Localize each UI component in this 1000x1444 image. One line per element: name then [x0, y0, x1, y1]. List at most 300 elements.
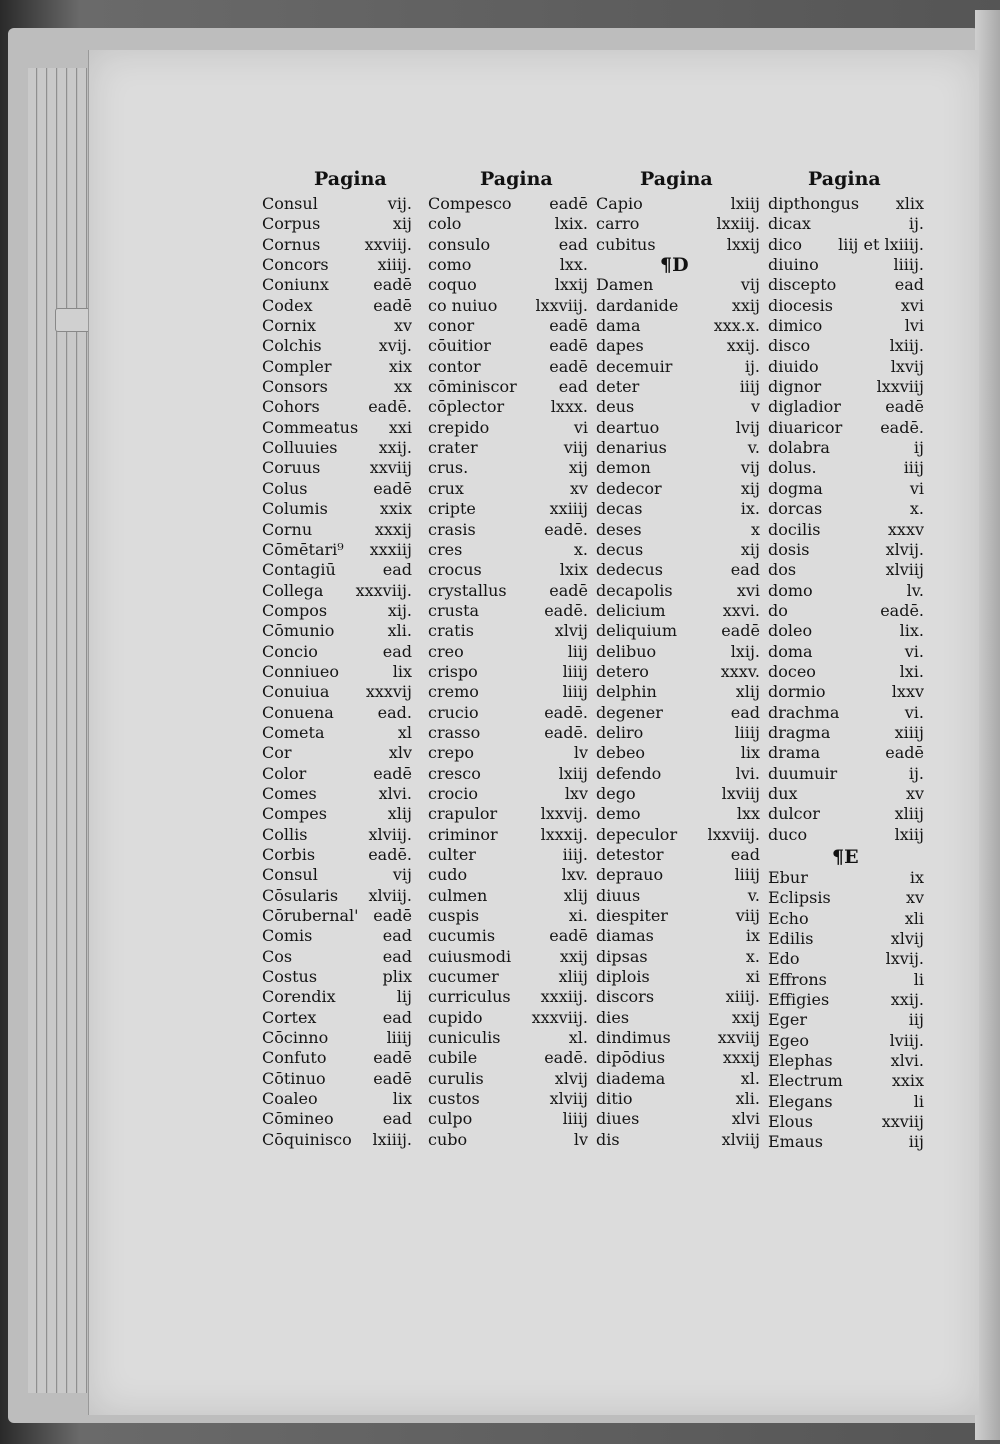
entry-word: deus — [596, 397, 635, 417]
index-entry — [768, 1112, 924, 1132]
entry-word: crocus — [428, 560, 482, 580]
index-entry — [262, 1048, 412, 1068]
entry-word: crasis — [428, 519, 476, 539]
entry-page: viij — [563, 438, 588, 458]
index-entry — [428, 458, 588, 478]
entry-page: xxxiij — [369, 539, 412, 559]
entry-page: ead — [558, 377, 588, 397]
entry-page: ead — [382, 1109, 412, 1129]
index-entry — [262, 926, 412, 946]
entry-page: lxiiij. — [372, 1129, 412, 1149]
entry-word: dico — [768, 234, 802, 254]
entry-page: eadē — [373, 1068, 412, 1088]
entry-word: como — [428, 255, 472, 275]
entry-page: xij. — [387, 600, 412, 620]
entry-page: ij — [913, 438, 924, 458]
entry-page: xlvij — [554, 1068, 588, 1088]
index-entry — [262, 235, 412, 255]
entry-page: eadē — [373, 906, 412, 926]
index-entry — [768, 764, 924, 784]
entry-page: vi — [573, 417, 588, 437]
index-entry — [596, 540, 760, 560]
entry-page: x. — [745, 946, 760, 966]
index-entry — [768, 194, 924, 214]
index-entry — [428, 987, 588, 1007]
entry-word: Cōrubernal' — [262, 906, 359, 926]
entry-word: delphin — [596, 682, 657, 702]
entry-word: doleo — [768, 621, 813, 641]
index-entry — [262, 967, 412, 987]
entry-page: xlvij. — [885, 539, 924, 559]
entry-page: xv — [569, 478, 588, 498]
entry-word: decapolis — [596, 580, 673, 600]
entry-word: Collega — [262, 580, 324, 600]
entry-page: xx — [393, 377, 412, 397]
index-entry — [428, 967, 588, 987]
index-entry — [262, 560, 412, 580]
index-entry — [596, 316, 760, 336]
entry-page: xlvi — [731, 1109, 760, 1129]
entry-page: ead — [382, 1007, 412, 1027]
index-entry — [428, 703, 588, 723]
entry-page: vij — [740, 458, 760, 478]
entry-page: liiij. — [893, 255, 924, 275]
entry-word: cucumer — [428, 967, 499, 987]
entry-page: eadē. — [544, 702, 588, 722]
entry-word: diues — [596, 1109, 640, 1129]
index-entry — [428, 255, 588, 275]
index-entry — [262, 764, 412, 784]
entry-word: duumuir — [768, 763, 838, 783]
index-entry — [768, 682, 924, 702]
index-entry — [768, 1010, 924, 1030]
index-entry — [596, 1089, 760, 1109]
entry-word: dego — [596, 783, 636, 803]
entry-page: liiij — [734, 865, 760, 885]
index-entry — [768, 1071, 924, 1091]
entry-word: detero — [596, 661, 649, 681]
index-entry — [596, 214, 760, 234]
entry-page: lvij — [735, 417, 760, 437]
entry-word: Electrum — [768, 1071, 843, 1091]
entry-page: ead — [382, 926, 412, 946]
index-entry — [428, 865, 588, 885]
entry-page: lxxviij. — [535, 295, 588, 315]
index-entry — [262, 418, 412, 438]
entry-page: xiiij. — [377, 255, 412, 275]
index-entry — [768, 1132, 924, 1152]
entry-word: co nuiuo — [428, 295, 498, 315]
page-edge — [38, 68, 47, 1393]
index-entry — [262, 682, 412, 702]
entry-word: Ebur — [768, 868, 808, 887]
entry-page: ij. — [908, 763, 924, 783]
index-entry — [596, 1008, 760, 1028]
entry-page: lxij. — [730, 641, 760, 661]
entry-page: lxvij — [890, 356, 924, 376]
entry-word: cubo — [428, 1129, 468, 1149]
entry-page: xli. — [735, 1089, 760, 1109]
entry-page: xi. — [568, 906, 588, 926]
entry-page: xlij — [735, 682, 760, 702]
entry-word: Colchis — [262, 336, 322, 356]
entry-page: xlviij. — [368, 824, 412, 844]
entry-word: Damen — [596, 275, 654, 295]
entry-page: xlvij — [890, 929, 924, 949]
index-entry — [262, 581, 412, 601]
entry-list — [262, 194, 412, 1150]
index-entry — [262, 255, 412, 275]
entry-word: Cohors — [262, 397, 320, 417]
index-entry — [596, 723, 760, 743]
entry-word: Concors — [262, 255, 329, 275]
entry-word: Elegans — [768, 1091, 833, 1111]
index-entry — [596, 581, 760, 601]
entry-page: xxxviij. — [531, 1007, 588, 1027]
entry-word: diamas — [596, 926, 654, 946]
entry-word: Coruus — [262, 458, 321, 478]
entry-page: xlviij — [885, 560, 924, 580]
entry-page: lix — [392, 661, 412, 681]
entry-word: decus — [596, 539, 644, 559]
index-entry — [428, 235, 588, 255]
index-entry — [428, 540, 588, 560]
entry-page: eadē — [721, 621, 760, 641]
index-entry — [768, 662, 924, 682]
index-entry — [768, 784, 924, 804]
entry-word: consulo — [428, 234, 491, 254]
entry-page: lij — [396, 987, 412, 1007]
entry-word: depeculor — [596, 824, 678, 844]
entry-page: eadē — [549, 336, 588, 356]
entry-word: delicium — [596, 600, 666, 620]
entry-page: liij et lxiiij. — [838, 234, 924, 254]
index-entry — [428, 886, 588, 906]
entry-page: eadē — [373, 763, 412, 783]
entry-word: denarius — [596, 438, 667, 458]
entry-word: dapes — [596, 336, 644, 356]
entry-page: ij. — [744, 356, 760, 376]
entry-word: cuspis — [428, 906, 480, 926]
entry-page: xlviij — [549, 1089, 588, 1109]
entry-word: dicax — [768, 214, 811, 234]
entry-page: xiiij — [894, 722, 924, 742]
entry-word: contor — [428, 356, 481, 376]
entry-word: crispo — [428, 661, 478, 681]
entry-page: xxix — [891, 1071, 924, 1091]
entry-page: eadē — [549, 356, 588, 376]
entry-word: culter — [428, 845, 476, 864]
index-entry — [596, 1028, 760, 1048]
entry-word: Cornus — [262, 234, 321, 254]
entry-page: lxxiij. — [716, 214, 760, 234]
index-entry — [262, 804, 412, 824]
index-entry — [428, 357, 588, 377]
entry-word: degener — [596, 702, 663, 722]
index-entry — [596, 438, 760, 458]
entry-page: vij — [740, 275, 760, 295]
index-entry — [262, 296, 412, 316]
entry-word: crepido — [428, 417, 490, 437]
entry-page: eadē — [373, 295, 412, 315]
entry-page: xlij — [387, 804, 412, 824]
index-entry — [768, 743, 924, 763]
entry-list — [768, 194, 924, 845]
index-entry — [768, 1092, 924, 1112]
index-entry — [768, 499, 924, 519]
entry-page: xxviij. — [364, 234, 412, 254]
entry-page: lxix. — [554, 214, 588, 234]
index-entry — [428, 601, 588, 621]
entry-word: culpo — [428, 1109, 473, 1129]
index-entry — [768, 397, 924, 417]
index-entry — [428, 336, 588, 356]
entry-page: xxij. — [378, 438, 412, 458]
entry-page: lxviij — [721, 783, 760, 803]
entry-page: xl — [397, 722, 412, 742]
index-entry — [596, 418, 760, 438]
entry-word: deliro — [596, 722, 644, 742]
page-tab-marker — [55, 308, 91, 332]
entry-page: ead — [558, 234, 588, 254]
index-entry — [428, 397, 588, 417]
index-entry — [428, 784, 588, 804]
entry-page: ead — [382, 641, 412, 661]
index-entry — [596, 296, 760, 316]
entry-page: iiij — [739, 377, 760, 397]
entry-word: custos — [428, 1089, 480, 1109]
index-entry — [596, 1048, 760, 1068]
index-entry — [262, 703, 412, 723]
entry-word: Compler — [262, 356, 332, 376]
index-entry — [428, 296, 588, 316]
entry-page: xliij — [894, 804, 924, 824]
entry-word: Cōmunio — [262, 621, 335, 641]
index-entry — [262, 275, 412, 295]
entry-word: Columis — [262, 499, 328, 519]
entry-page: xlix — [895, 194, 924, 213]
entry-page: xxxvij — [365, 682, 412, 702]
entry-page: xxxij — [374, 519, 412, 539]
entry-word: Effigies — [768, 990, 830, 1010]
index-entry — [262, 1028, 412, 1048]
entry-page: liiij — [734, 722, 760, 742]
index-entry — [428, 926, 588, 946]
index-entry — [262, 479, 412, 499]
entry-page: xxviij — [717, 1028, 760, 1048]
entry-page: lv. — [906, 580, 924, 600]
index-entry — [596, 947, 760, 967]
entry-word: dis — [596, 1129, 620, 1149]
entry-word: duco — [768, 824, 808, 844]
entry-word: Cōsularis — [262, 885, 339, 905]
entry-word: crus. — [428, 458, 469, 478]
entry-page: xlvi. — [890, 1051, 924, 1071]
index-entry — [262, 458, 412, 478]
entry-word: deliquium — [596, 621, 678, 641]
entry-page: lxxij — [726, 234, 760, 254]
entry-page: lxxv — [891, 682, 924, 702]
index-entry — [428, 764, 588, 784]
entry-word: Compes — [262, 804, 327, 824]
entry-page: eadē — [373, 478, 412, 498]
entry-word: do — [768, 600, 788, 620]
index-entry — [596, 926, 760, 946]
entry-page: eadē — [373, 1048, 412, 1068]
entry-word: crasso — [428, 722, 481, 742]
index-entry — [428, 520, 588, 540]
entry-page: iij — [908, 1010, 924, 1030]
entry-page: v — [750, 397, 760, 417]
index-entry — [768, 601, 924, 621]
entry-word: crusta — [428, 600, 480, 620]
index-entry — [768, 949, 924, 969]
index-entry — [768, 929, 924, 949]
entry-word: Colluuies — [262, 438, 338, 458]
index-entry — [596, 601, 760, 621]
entry-page: ead — [894, 275, 924, 295]
index-entry — [596, 275, 760, 295]
entry-page: eadē. — [544, 1048, 588, 1068]
index-entry — [262, 947, 412, 967]
index-entry — [262, 886, 412, 906]
entry-page: lxi. — [899, 661, 924, 681]
index-entry — [262, 194, 412, 214]
index-entry — [262, 377, 412, 397]
index-entry — [428, 642, 588, 662]
entry-word: crepo — [428, 743, 474, 763]
entry-page: viij — [735, 906, 760, 926]
entry-word: Cōmineo — [262, 1109, 334, 1129]
entry-word: dolabra — [768, 438, 830, 458]
index-entry — [428, 438, 588, 458]
entry-page: x. — [909, 499, 924, 519]
index-entry — [596, 804, 760, 824]
entry-word: deprauo — [596, 865, 664, 885]
entry-page: xij — [740, 478, 760, 498]
entry-page: lxxviij — [876, 377, 924, 397]
entry-word: Costus — [262, 967, 318, 987]
index-entry — [262, 540, 412, 560]
entry-word: Corpus — [262, 214, 321, 234]
entry-word: Emaus — [768, 1132, 823, 1152]
index-entry — [262, 499, 412, 519]
index-entry — [428, 316, 588, 336]
index-entry — [596, 703, 760, 723]
entry-word: delibuo — [596, 641, 657, 661]
entry-page: xxxv. — [720, 661, 760, 681]
entry-page: xxviij — [881, 1112, 924, 1132]
entry-page: xvij. — [378, 336, 412, 356]
index-entry — [428, 560, 588, 580]
index-entry — [596, 336, 760, 356]
index-entry — [262, 601, 412, 621]
index-entry — [262, 1130, 412, 1150]
entry-page: xlij — [563, 885, 588, 905]
entry-page: li — [913, 1091, 924, 1111]
entry-word: discepto — [768, 275, 837, 295]
entry-word: Corbis — [262, 845, 316, 864]
entry-word: curriculus — [428, 987, 511, 1007]
entry-page: lxiij — [730, 194, 760, 213]
entry-word: diplois — [596, 967, 650, 987]
index-entry — [768, 1051, 924, 1071]
entry-page: ix. — [740, 499, 760, 519]
entry-page: lxix — [559, 560, 588, 580]
index-entry — [768, 970, 924, 990]
entry-word: Compos — [262, 600, 328, 620]
index-entry — [428, 662, 588, 682]
entry-page: lv — [573, 743, 588, 763]
entry-page: lxx — [736, 804, 760, 824]
index-entry — [596, 499, 760, 519]
index-entry — [596, 967, 760, 987]
index-entry — [428, 581, 588, 601]
index-entry — [428, 418, 588, 438]
entry-page: ead — [730, 702, 760, 722]
index-entry — [768, 868, 924, 888]
index-entry — [768, 296, 924, 316]
entry-page: xv — [905, 888, 924, 908]
entry-page: xi — [745, 967, 760, 987]
entry-page: v. — [747, 438, 760, 458]
entry-word: drachma — [768, 702, 840, 722]
entry-word: Confuto — [262, 1048, 327, 1068]
entry-page: liiij — [562, 682, 588, 702]
entry-page: xij — [740, 539, 760, 559]
entry-word: Capio — [596, 194, 643, 213]
entry-page: lix. — [899, 621, 924, 641]
entry-page: lix — [740, 743, 760, 763]
index-entry — [428, 804, 588, 824]
entry-page: eadē. — [544, 519, 588, 539]
index-entry — [262, 621, 412, 641]
index-entry — [262, 1089, 412, 1109]
entry-page: xxxviij. — [355, 580, 412, 600]
column-heading: Pagina — [640, 168, 713, 190]
entry-page: eadē — [373, 275, 412, 295]
entry-word: dormio — [768, 682, 826, 702]
index-entry — [768, 255, 924, 275]
index-entry — [596, 743, 760, 763]
entry-word: Coaleo — [262, 1089, 318, 1109]
index-entry — [428, 723, 588, 743]
entry-page: xl. — [740, 1068, 760, 1088]
entry-page: xxij. — [890, 990, 924, 1010]
entry-list — [428, 194, 588, 1150]
entry-word: Eger — [768, 1010, 808, 1030]
entry-word: Conniueo — [262, 661, 340, 681]
entry-word: doma — [768, 641, 813, 661]
entry-page: xxi — [388, 417, 412, 437]
entry-page: eadē. — [368, 397, 412, 417]
entry-page: xlviij. — [368, 885, 412, 905]
index-entry — [596, 621, 760, 641]
entry-word: Cōquinisco — [262, 1129, 352, 1149]
entry-word: dimico — [768, 316, 823, 336]
entry-page: lxxviij. — [707, 824, 760, 844]
index-entry — [428, 499, 588, 519]
entry-page: liij — [567, 641, 588, 661]
entry-page: xxij — [731, 295, 760, 315]
entry-page: lxiij — [558, 763, 588, 783]
entry-word: cres — [428, 539, 463, 559]
index-entry — [596, 865, 760, 885]
entry-word: cuniculis — [428, 1028, 501, 1048]
entry-word: cōminiscor — [428, 377, 517, 397]
entry-word: colo — [428, 214, 462, 234]
entry-page: iiij — [903, 458, 924, 478]
